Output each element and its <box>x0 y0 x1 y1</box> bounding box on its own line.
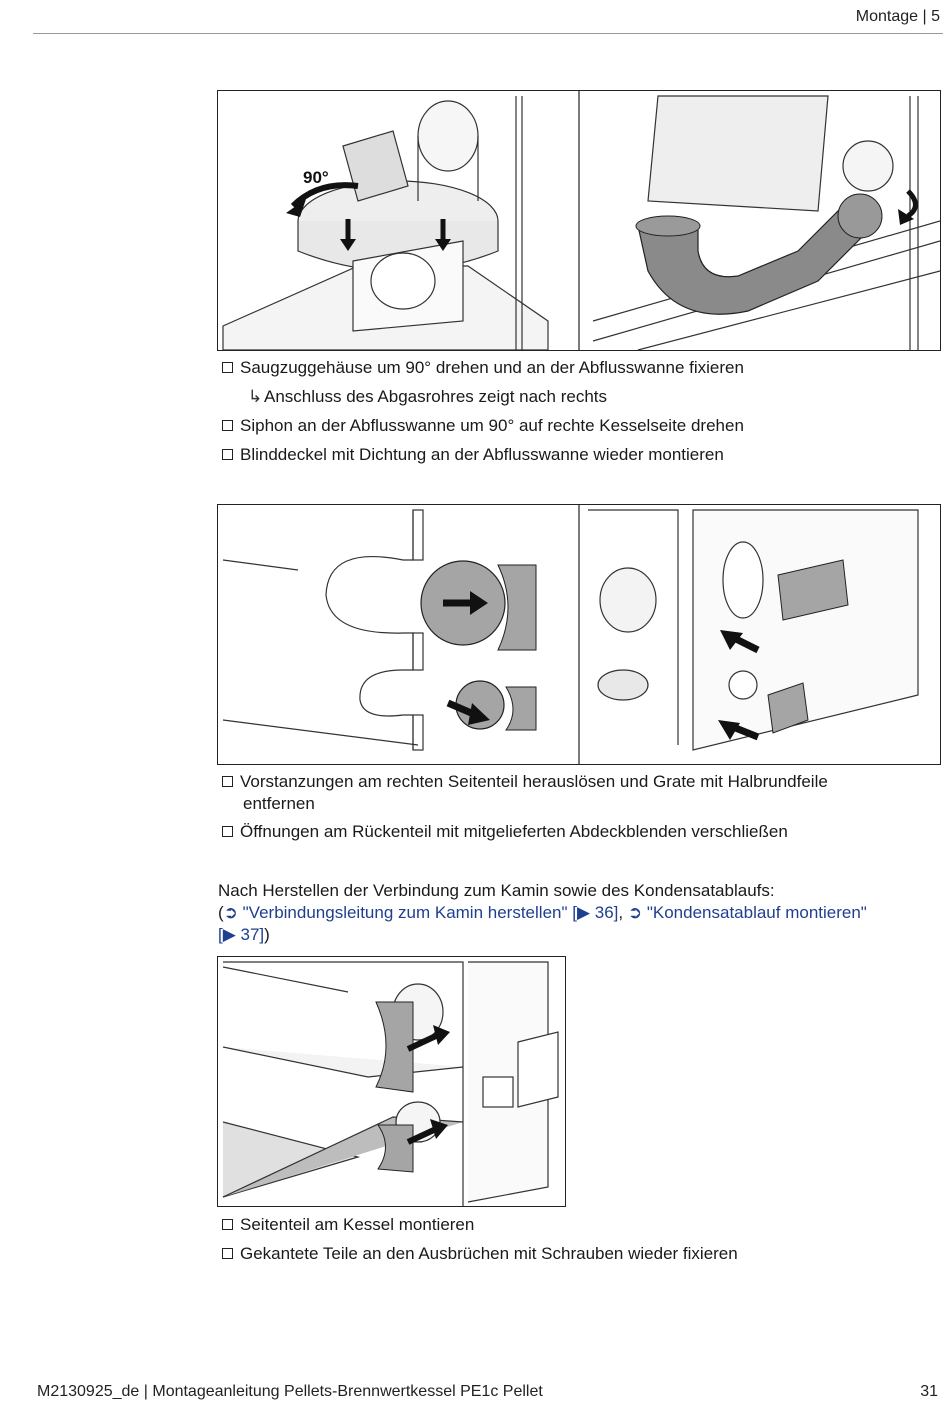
step-rotate-siphon: Siphon an der Abflusswanne um 90° auf rechte Kesselseite drehen <box>222 415 922 437</box>
figure-blower-rotation <box>217 90 941 351</box>
rotation-angle-label: 90° <box>303 168 329 187</box>
step-remove-knockouts: Vorstanzungen am rechten Seitenteil herauslösen und Grate mit Halbrundfeile <box>222 771 922 793</box>
page-ref-37[interactable]: [▶ 37] <box>218 925 265 944</box>
step-mount-side-panel: Seitenteil am Kessel montieren <box>222 1214 922 1236</box>
intro-references: (➲ "Verbindungsleitung zum Kamin herstellen" [▶ 36], ➲ "Kondensatablauf montieren" <box>218 903 867 922</box>
step-close-openings: Öffnungen am Rückenteil mit mitgelieferten Abdeckblenden verschließen <box>222 821 922 843</box>
header-rule <box>33 33 943 34</box>
figure-side-panel-knockouts <box>217 504 941 765</box>
checkbox-icon <box>222 826 233 837</box>
step-mount-blind-cover: Blinddeckel mit Dichtung an der Abflusswanne wieder montieren <box>222 444 922 466</box>
checkbox-icon <box>222 449 233 460</box>
result-flue-connection: ↳ Anschluss des Abgasrohres zeigt nach rechts <box>248 387 608 406</box>
figure-mount-side-panel <box>217 956 566 1207</box>
result-arrow-icon: ↳ <box>248 387 263 406</box>
page-number: 31 <box>920 1383 938 1400</box>
step-remove-knockouts-cont: entfernen <box>243 794 315 813</box>
checkbox-icon <box>222 776 233 787</box>
intro-paragraph: Nach Herstellen der Verbindung zum Kamin sowie des Kondensatablaufs: (➲ "Verbindungsleitung zum Kamin herstellen" [▶ 36], ➲ "Kondensatablauf montieren" [▶ 37]) <box>218 880 928 946</box>
footer-document-title: M2130925_de | Montageanleitung Pellets-Brennwertkessel PE1c Pellet <box>37 1383 543 1400</box>
step-rotate-blower: Saugzuggehäuse um 90° drehen und an der Abflusswanne fixieren <box>222 357 922 379</box>
link-condensate-drain[interactable]: "Kondensatablauf montieren" <box>646 903 867 922</box>
link-arrow-icon: ➲ <box>627 903 647 922</box>
checkbox-icon <box>222 1248 233 1259</box>
checkbox-icon <box>222 420 233 431</box>
checkbox-icon <box>222 1219 233 1230</box>
header-section-label: Montage | 5 <box>855 8 940 25</box>
step-fix-bent-parts: Gekantete Teile an den Ausbrüchen mit Schrauben wieder fixieren <box>222 1243 922 1265</box>
link-chimney-connection[interactable]: "Verbindungsleitung zum Kamin herstellen" <box>242 903 568 922</box>
intro-line: Nach Herstellen der Verbindung zum Kamin sowie des Kondensatablaufs: <box>218 881 775 900</box>
checkbox-icon <box>222 362 233 373</box>
link-arrow-icon: ➲ <box>223 903 243 922</box>
page-ref-36[interactable]: [▶ 36] <box>572 903 619 922</box>
